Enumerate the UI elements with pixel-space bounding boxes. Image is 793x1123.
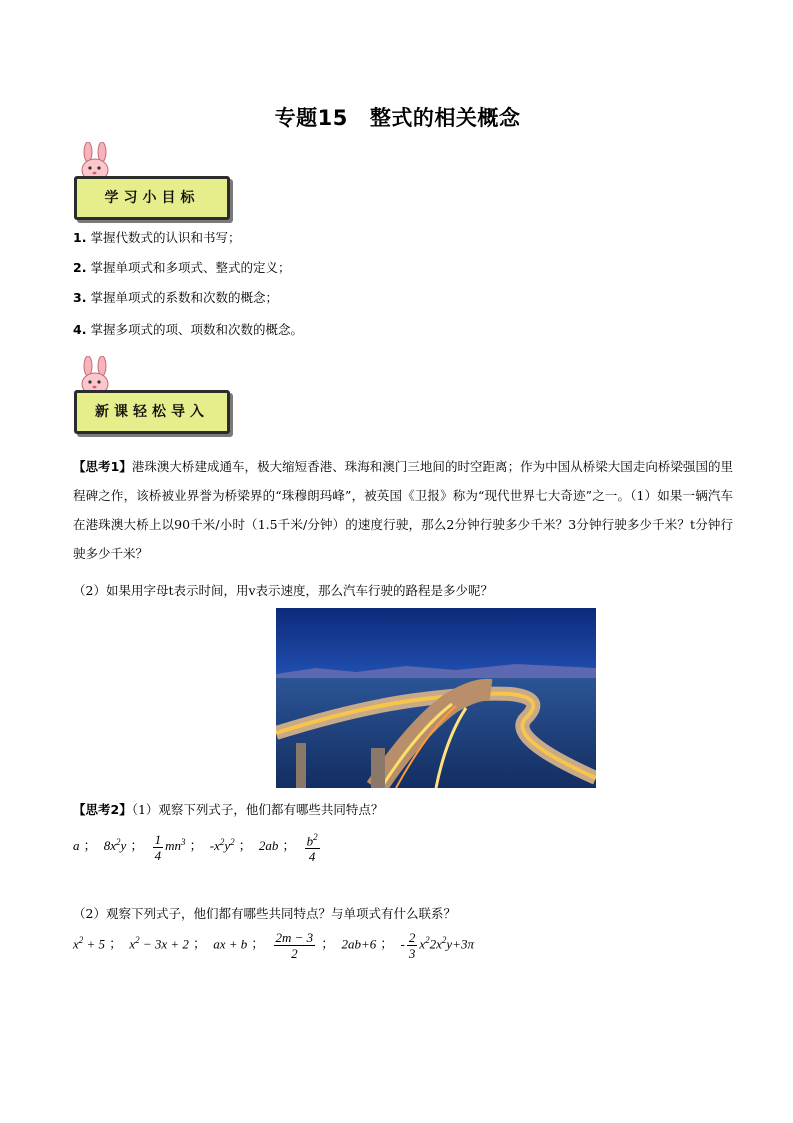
objective-2: 2. 掌握单项式和多项式、整式的定义； — [73, 260, 291, 275]
think2-question-1 — [73, 800, 383, 818]
think1-tag: 【思考1】 — [73, 459, 132, 474]
bridge-photo — [276, 608, 596, 788]
objective-1: 1. 掌握代数式的认识和书写； — [73, 230, 241, 245]
think2-question-2: （2）观察下列式子，他们都有哪些共同特点？与单项式有什么联系？ — [73, 906, 456, 921]
think1-question-2: （2）如果用字母t表示时间，用v表示速度，那么汽车行驶的路程是多少呢？ — [73, 583, 494, 598]
fraction: $\frac{2}{3}$ — [408, 930, 416, 961]
think1-text: 港珠澳大桥建成通车，极大缩短香港、珠海和澳门三地间的时空距离；作为中国从桥梁大国走向桥梁强国的里程碑之作，该桥被业界誉为桥梁界的“珠穆朗玛峰”，被英国《卫报》称为“现代世界七大奇迹”之一。（1）如果一辆汽车在港珠澳大桥上以90千米/小时（1.5千米/分钟）的速度行驶，那么2分钟行驶多少千米？3分钟行驶多少千米？t分钟行驶多少千米？ — [73, 459, 733, 561]
think2-q1: （1）观察下列式子，他们都有哪些共同特点？ — [131, 802, 384, 817]
badge-label: 学习小目标 — [74, 176, 230, 220]
badge-label: 新课轻松导入 — [74, 390, 230, 434]
title-prefix: 专题15 — [274, 106, 348, 130]
title-main: 整式的相关概念 — [369, 106, 521, 130]
think1-paragraph — [73, 452, 733, 568]
page-title — [0, 102, 793, 132]
fraction: $\frac{2m - 3}{2}$ — [275, 930, 314, 961]
think2-tag: 【思考2】 — [73, 802, 132, 817]
monomial-examples: a ； $8x^2y$ ； $\frac{1}{4}$ $mn^3$ ； $-x^2y^2$ ； 2ab ； $\frac{b^2}{4}$ — [73, 831, 318, 865]
fraction: $\frac{b^2}{4}$ — [306, 832, 318, 865]
polynomial-examples: $x^2 + 5$ ； $x^2 - 3x + 2$ ； ax + b ； $\frac{2m - 3}{2}$ ； 2ab+6 ； - $\frac{2}{3}$ $x^22x^2y+3\pi$ — [73, 930, 474, 961]
objective-4: 4. 掌握多项式的项、项数和次数的概念。 — [73, 322, 303, 337]
objective-3: 3. 掌握单项式的系数和次数的概念； — [73, 290, 278, 305]
fraction: $\frac{1}{4}$ — [154, 831, 162, 863]
